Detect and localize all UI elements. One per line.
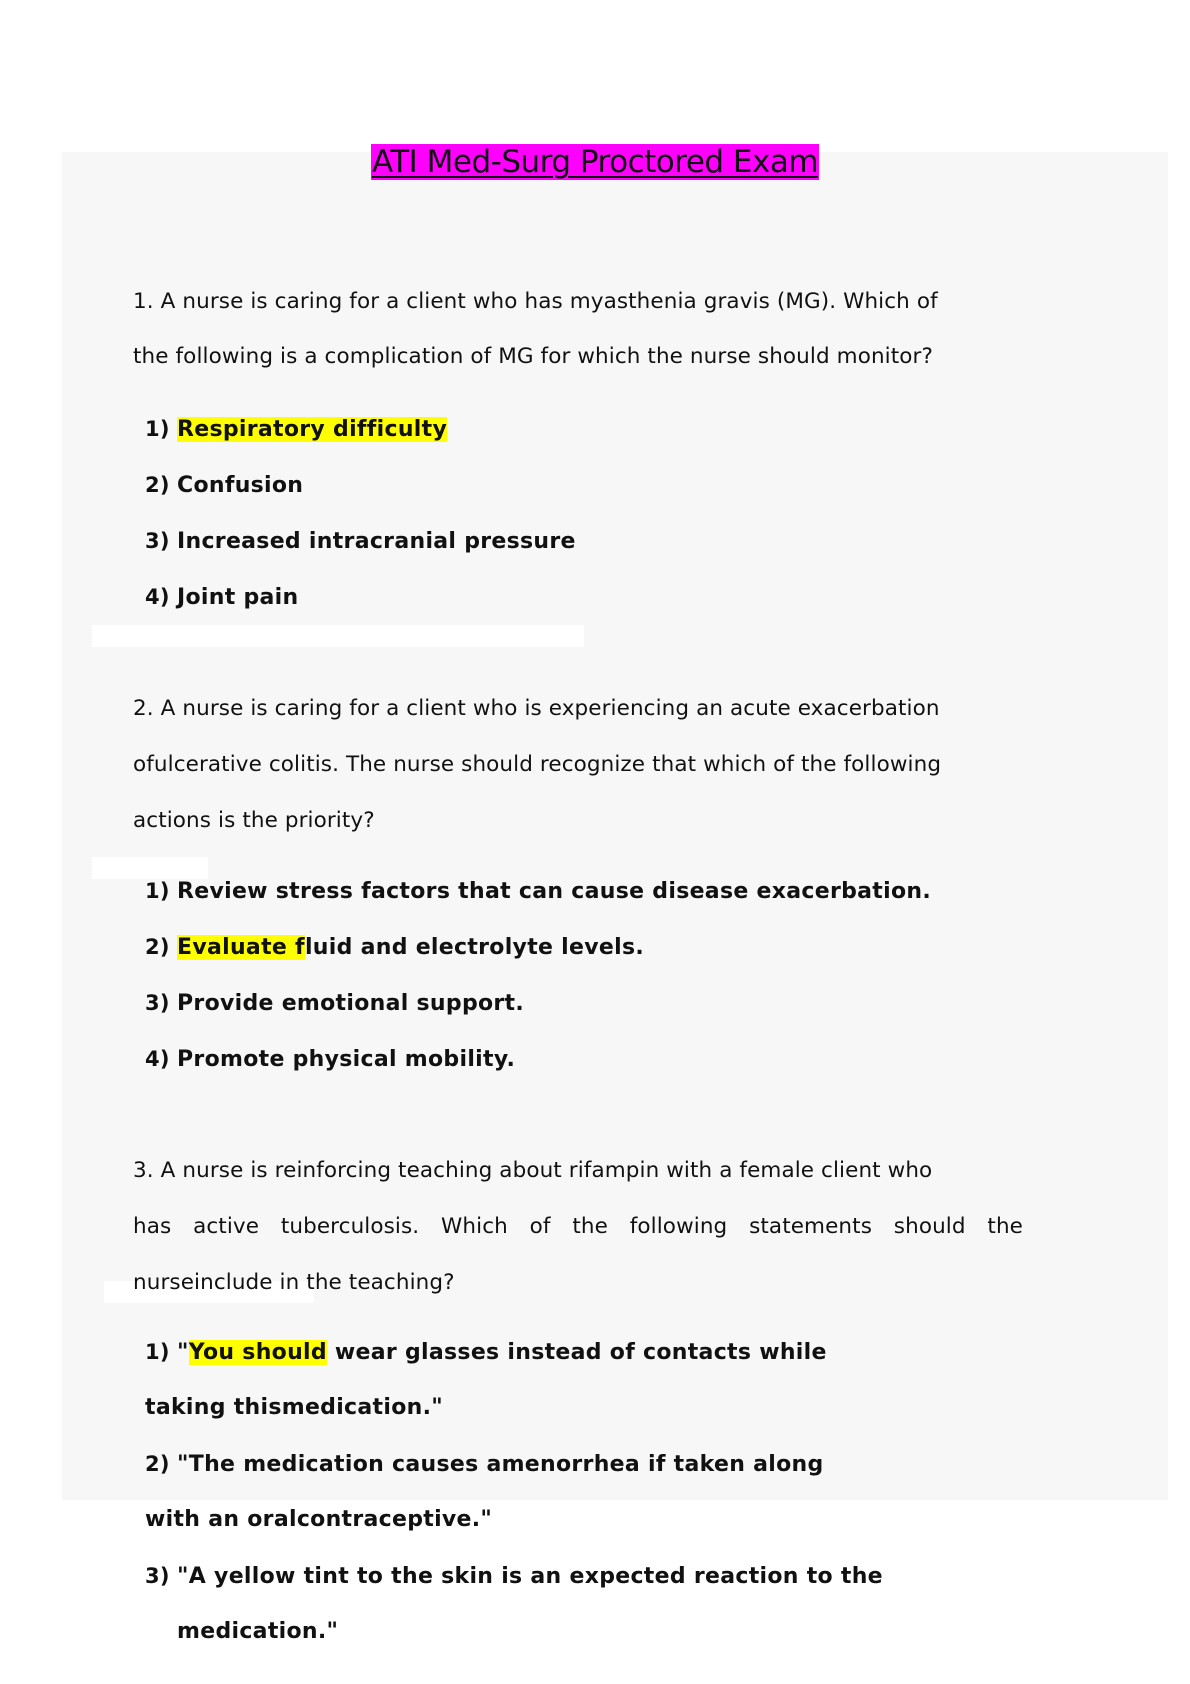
highlighted-answer: You should (188, 1340, 327, 1365)
question-1-line-2: the following is a complication of MG for which the nurse should monitor? (133, 344, 933, 369)
q3-option-3-continuation: medication." (177, 1619, 339, 1644)
highlighted-answer: Evaluate f (177, 935, 305, 960)
question-3-line-3: nurseinclude in the teaching? (133, 1270, 455, 1295)
q1-option-2: 2) Confusion (145, 473, 304, 498)
q3-option-1: 1) "You should wear glasses instead of contacts while (145, 1340, 827, 1365)
q2-option-2: 2) Evaluate fluid and electrolyte levels. (145, 935, 645, 960)
q2-option-4: 4) Promote physical mobility. (145, 1047, 516, 1072)
q3-option-2-continuation: with an oralcontraceptive." (145, 1507, 493, 1532)
question-1-line-1: 1. A nurse is caring for a client who has myasthenia gravis (MG). Which of (133, 289, 938, 314)
q1-option-4: 4) Joint pain (145, 585, 299, 610)
blank-patch (92, 625, 584, 647)
q2-option-3: 3) Provide emotional support. (145, 991, 525, 1016)
document-title: ATI Med-Surg Proctored Exam (371, 144, 819, 180)
question-2-line-1: 2. A nurse is caring for a client who is experiencing an acute exacerbation (133, 696, 940, 721)
q3-option-2: 2) "The medication causes amenorrhea if taken along (145, 1452, 824, 1477)
question-3-line-2: has active tuberculosis. Which of the following statements should the (133, 1214, 1023, 1239)
question-2-line-3: actions is the priority? (133, 808, 375, 833)
q3-option-3: 3) "A yellow tint to the skin is an expected reaction to the (145, 1564, 883, 1589)
question-2-line-2: ofulcerative colitis. The nurse should recognize that which of the following (133, 752, 942, 777)
highlighted-answer: Respiratory difficulty (177, 417, 448, 442)
q1-option-1: 1) Respiratory difficulty (145, 417, 448, 442)
q2-option-1: 1) Review stress factors that can cause disease exacerbation. (145, 879, 931, 904)
question-3-line-1: 3. A nurse is reinforcing teaching about rifampin with a female client who (133, 1158, 933, 1183)
q1-option-3: 3) Increased intracranial pressure (145, 529, 576, 554)
q3-option-1-continuation: taking thismedication." (145, 1395, 443, 1420)
